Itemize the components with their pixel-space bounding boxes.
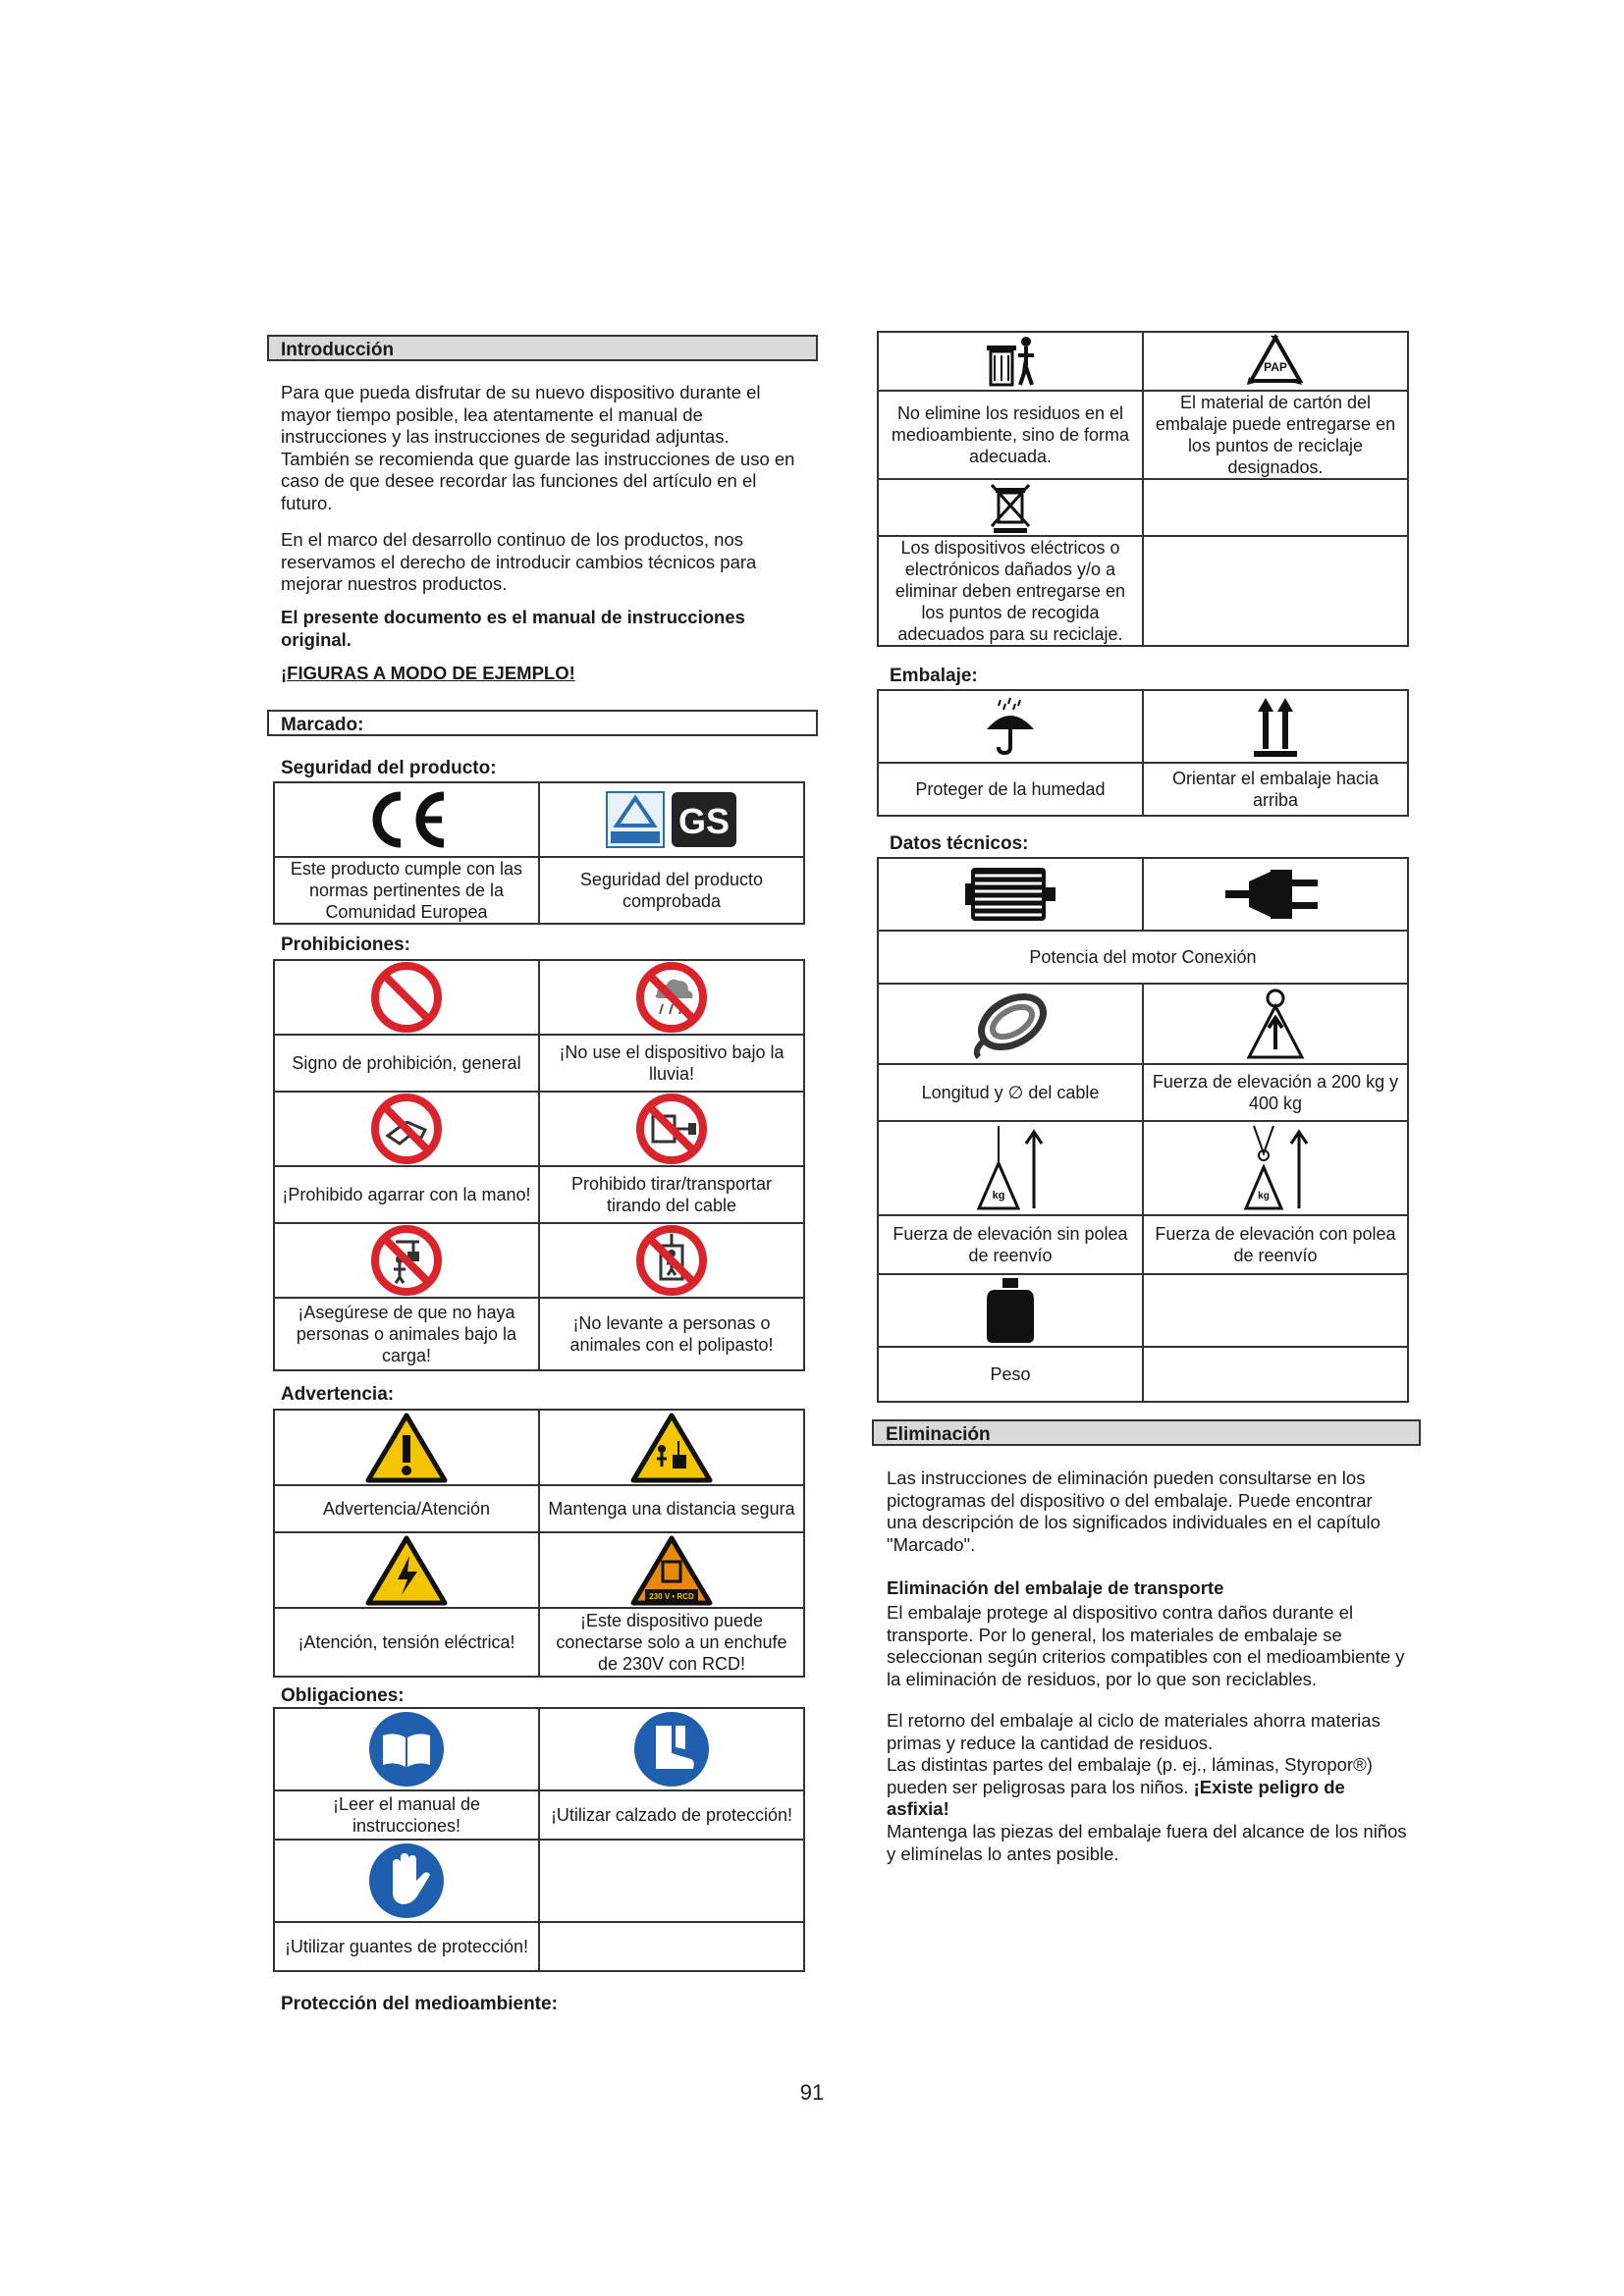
warning-distance-cell [539, 1410, 804, 1485]
elim-asphyxia-warning: ¡Existe peligro de asfixia! [887, 1776, 1345, 1819]
lift-with-pulley-icon [1236, 1124, 1315, 1212]
rcd-label: 230 V • RCD [649, 1591, 694, 1601]
weight-icon [981, 1276, 1040, 1345]
gloves-cell [274, 1840, 539, 1922]
cable-caption: Longitud y ∅ del cable [878, 1064, 1143, 1121]
no-pull-cable-cell [539, 1092, 804, 1166]
elim-subheading: Eliminación del embalaje de transporte [887, 1577, 1224, 1598]
advertencia-label: Advertencia: [281, 1384, 395, 1405]
no-persons-under-load-caption: ¡Asegúrese de que no haya personas o animales bajo la carga! [274, 1298, 539, 1370]
no-hand-caption: ¡Prohibido agarrar con la mano! [274, 1166, 539, 1223]
kg-label-2: kg [1258, 1191, 1270, 1201]
warning-rcd-cell [539, 1532, 804, 1608]
intro-paragraph-2: En el marco del desarrollo continuo de los productos, nos reservamos el derecho de introducir cambios técnicos para mejorar nuestros productos. [281, 529, 757, 594]
advertencia-table [273, 1409, 805, 1678]
eliminacion-header: Eliminación [872, 1419, 1421, 1446]
marcado-header: Marcado: [267, 710, 818, 736]
warning-voltage-cell [274, 1532, 539, 1608]
warning-general-cell [274, 1410, 539, 1485]
waste-bin-cell [878, 332, 1143, 391]
obligaciones-label: Obligaciones: [281, 1685, 405, 1706]
page-number: 91 [799, 2080, 825, 2105]
warning-rcd-icon [629, 1534, 714, 1607]
motor-power-cell [878, 858, 1143, 931]
cable-cell [878, 984, 1143, 1064]
ce-cell [274, 782, 539, 857]
warning-general-caption: Advertencia/Atención [274, 1485, 539, 1532]
prohibition-general-cell [274, 960, 539, 1035]
no-pull-cable-caption: Prohibido tirar/transportar tirando del cable [539, 1166, 804, 1223]
no-persons-under-load-cell [274, 1223, 539, 1298]
prohibiciones-label: Prohibiciones: [281, 934, 410, 955]
plug-icon [1221, 862, 1329, 927]
seguridad-table [273, 781, 805, 925]
umbrella-icon [981, 696, 1040, 757]
motor-icon [961, 862, 1059, 927]
this-side-up-cell [1143, 690, 1408, 763]
no-lift-persons-icon [635, 1224, 708, 1297]
keep-dry-cell [878, 690, 1143, 763]
gs-caption: Seguridad del producto comprobada [539, 857, 804, 924]
lift-without-pulley-icon [971, 1124, 1050, 1212]
gloves-caption: ¡Utilizar guantes de protección! [274, 1922, 539, 1971]
elim-paragraph-3: El retorno del embalaje al ciclo de materiales ahorra materias primas y reduce la cantidad de residuos. [887, 1710, 1380, 1753]
environment-table [877, 331, 1409, 647]
warning-voltage-icon [364, 1534, 449, 1607]
read-manual-cell [274, 1708, 539, 1790]
no-lift-persons-cell [539, 1223, 804, 1298]
obligation-empty-cell [539, 1840, 804, 1922]
intro-example-note: ¡FIGURAS A MODO DE EJEMPLO! [281, 663, 575, 683]
kg-label-1: kg [992, 1190, 1005, 1201]
lift-without-pulley-cell [878, 1121, 1143, 1215]
medioambiente-label: Protección del medioambiente: [281, 1994, 558, 2014]
lift-with-pulley-cell [1143, 1121, 1408, 1215]
read-manual-caption: ¡Leer el manual de instrucciones! [274, 1790, 539, 1840]
elim-paragraph-5: Mantenga las piezas del embalaje fuera del alcance de los niños y elimínelas lo antes posible. [887, 1821, 1407, 1864]
weee-crossed-bin-icon [986, 481, 1035, 534]
gloves-icon [367, 1842, 446, 1920]
prohibiciones-table [273, 959, 805, 1371]
read-manual-icon [367, 1710, 446, 1789]
no-hand-cell [274, 1092, 539, 1166]
no-rain-caption: ¡No use el dispositivo bajo la lluvia! [539, 1035, 804, 1092]
connection-cell [1143, 858, 1408, 931]
warning-general-icon [364, 1412, 449, 1484]
warning-distance-icon [629, 1412, 714, 1484]
this-side-up-caption: Orientar el embalaje hacia arriba [1143, 763, 1408, 816]
elim-paragraph-4 [887, 1754, 1407, 1821]
gs-cell [539, 782, 804, 857]
cable-coil-icon [961, 987, 1059, 1061]
tuv-gs-icon [603, 788, 740, 851]
no-hand-icon [370, 1093, 443, 1165]
lift-without-pulley-caption: Fuerza de elevación sin polea de reenvío [878, 1215, 1143, 1274]
ce-mark-icon [361, 788, 452, 851]
this-side-up-icon [1246, 694, 1305, 759]
lift-with-pulley-caption: Fuerza de elevación con polea de reenvío [1143, 1215, 1408, 1274]
prohibition-general-caption: Signo de prohibición, general [274, 1035, 539, 1092]
no-rain-icon [635, 961, 708, 1034]
elim-paragraph-4-text: Las distintas partes del embalaje (p. ej., láminas, Styropor®) pueden ser peligrosas para los niños. [887, 1754, 1373, 1797]
svg-text:GS: GS [677, 801, 731, 841]
warning-rcd-caption: ¡Este dispositivo puede conectarse solo a un enchufe de 230V con RCD! [539, 1608, 804, 1677]
pap-recycle-cell [1143, 332, 1408, 391]
no-pull-cable-icon [635, 1093, 708, 1165]
obligaciones-table [273, 1707, 805, 1972]
warning-voltage-caption: ¡Atención, tensión eléctrica! [274, 1608, 539, 1677]
intro-paragraph-3: El presente documento es el manual de instrucciones original. [281, 607, 745, 650]
motor-connection-caption: Potencia del motor Conexión [878, 931, 1408, 984]
pap-caption: El material de cartón del embalaje puede entregarse en los puntos de reciclaje designados. [1143, 391, 1408, 479]
no-persons-under-load-icon [370, 1224, 443, 1297]
datos-empty-caption [1143, 1347, 1408, 1402]
env-empty-cell [1143, 479, 1408, 536]
weight-cell [878, 1274, 1143, 1347]
lifting-force-icon [1241, 987, 1310, 1061]
no-lift-persons-caption: ¡No levante a personas o animales con el polipasto! [539, 1298, 804, 1370]
safety-shoes-icon [632, 1710, 711, 1789]
intro-paragraph-1: Para que pueda disfrutar de su nuevo dispositivo durante el mayor tiempo posible, lea atentamente el manual de instrucciones y las instrucciones de seguridad adjuntas. También se recomienda que guarde las instrucciones de uso en caso de que desee recordar las funciones del artículo en el futuro. [281, 382, 795, 513]
elim-paragraph-2: El embalaje protege al dispositivo contra daños durante el transporte. Por lo general, los materiales de embalaje se seleccionan según criterios compatibles con el medioambiente y la eliminación de residuos, por lo que son reciclables. [887, 1602, 1405, 1689]
intro-header: Introducción [267, 335, 818, 361]
lifting-force-cell [1143, 984, 1408, 1064]
elim-paragraph-1: Las instrucciones de eliminación pueden consultarse en los pictogramas del dispositivo o del embalaje. Puede encontrar una descripción de los significados individuales en el capítulo "Marcado". [887, 1468, 1380, 1555]
safety-shoes-caption: ¡Utilizar calzado de protección! [539, 1790, 804, 1840]
keep-dry-caption: Proteger de la humedad [878, 763, 1143, 816]
env-empty-caption [1143, 536, 1408, 646]
embalaje-label: Embalaje: [890, 666, 978, 686]
weight-caption: Peso [878, 1347, 1143, 1402]
datos-label: Datos técnicos: [890, 833, 1029, 854]
no-rain-cell [539, 960, 804, 1035]
waste-bin-icon [981, 334, 1040, 389]
pap-recycle-icon [1241, 334, 1310, 389]
prohibition-general-icon [370, 961, 443, 1034]
datos-empty-cell [1143, 1274, 1408, 1347]
warning-distance-caption: Mantenga una distancia segura [539, 1485, 804, 1532]
waste-caption: No elimine los residuos en el medioambiente, sino de forma adecuada. [878, 391, 1143, 479]
ce-caption: Este producto cumple con las normas pertinentes de la Comunidad Europea [274, 857, 539, 924]
obligation-empty-caption [539, 1922, 804, 1971]
pap-label: PAP [1264, 360, 1287, 374]
embalaje-table [877, 689, 1409, 817]
datos-table [877, 857, 1409, 1403]
weee-caption: Los dispositivos eléctricos o electrónicos dañados y/o a eliminar deben entregarse en los puntos de recogida adecuados para su reciclaje. [878, 536, 1143, 646]
safety-shoes-cell [539, 1708, 804, 1790]
lifting-force-caption: Fuerza de elevación a 200 kg y 400 kg [1143, 1064, 1408, 1121]
seguridad-label: Seguridad del producto: [281, 758, 497, 778]
weee-cell [878, 479, 1143, 536]
